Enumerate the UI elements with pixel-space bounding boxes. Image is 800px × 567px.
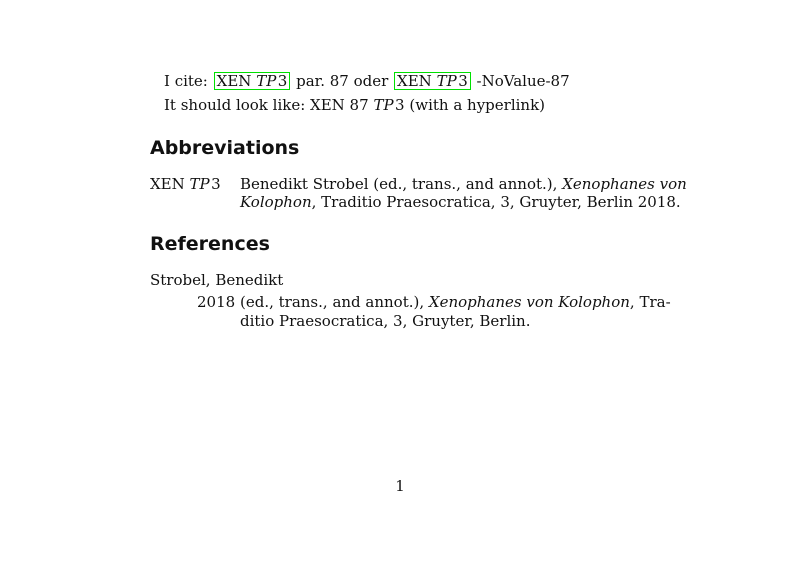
abbr-key-abbr: XEN: [150, 175, 185, 193]
link-abbr: XEN: [397, 72, 432, 90]
cite-line: [164, 72, 570, 90]
expected-suffix: (with a hyperlink): [409, 96, 546, 114]
references-heading: References: [150, 233, 270, 255]
link-title: TP: [436, 72, 457, 90]
abbr-line1-italic: Xenophanes von: [562, 175, 687, 193]
abbreviations-heading: Abbreviations: [150, 137, 300, 159]
abbreviation-entry-line-1: [240, 175, 687, 193]
link-num: 3: [277, 72, 288, 90]
abbr-key-num: 3: [211, 175, 221, 193]
abbr-line2-italic: Kolophon: [240, 193, 312, 211]
reference-line-2: ditio Praesocratica, 3, Gruyter, Berlin.: [240, 312, 531, 330]
expected-title: TP: [373, 96, 394, 114]
abbr-line1-plain: Benedikt Strobel (ed., trans., and annot.),: [240, 175, 558, 193]
link-abbr: XEN: [216, 72, 252, 90]
ref-line1-plain: (ed., trans., and annot.),: [240, 293, 425, 311]
link-title: TP: [256, 72, 277, 90]
expected-prefix: It should look like: XEN 87: [164, 96, 369, 114]
page-number: 1: [395, 477, 405, 495]
abbreviation-entry-line-2: [240, 193, 681, 211]
abbr-key-title: TP: [189, 175, 210, 193]
ref-line1-italic: Xenophanes von Kolophon: [428, 293, 630, 311]
expected-num: 3: [395, 96, 405, 114]
citation-link-2[interactable]: [394, 72, 471, 90]
cite-prefix: I cite:: [164, 72, 208, 90]
cite-middle: par. 87 oder: [296, 72, 389, 90]
ref-line1-end: , Tra-: [629, 293, 671, 311]
reference-line-1: [240, 293, 671, 311]
abbr-line2-plain: , Traditio Praesocratica, 3, Gruyter, Berlin 2018.: [311, 193, 681, 211]
reference-year: 2018: [197, 293, 236, 311]
expected-line: [164, 96, 545, 114]
abbreviation-key: [150, 175, 221, 193]
cite-suffix: -NoValue-87: [476, 72, 570, 90]
citation-link-1[interactable]: [214, 72, 291, 90]
link-num: 3: [458, 72, 468, 90]
reference-author: Strobel, Benedikt: [150, 271, 284, 289]
